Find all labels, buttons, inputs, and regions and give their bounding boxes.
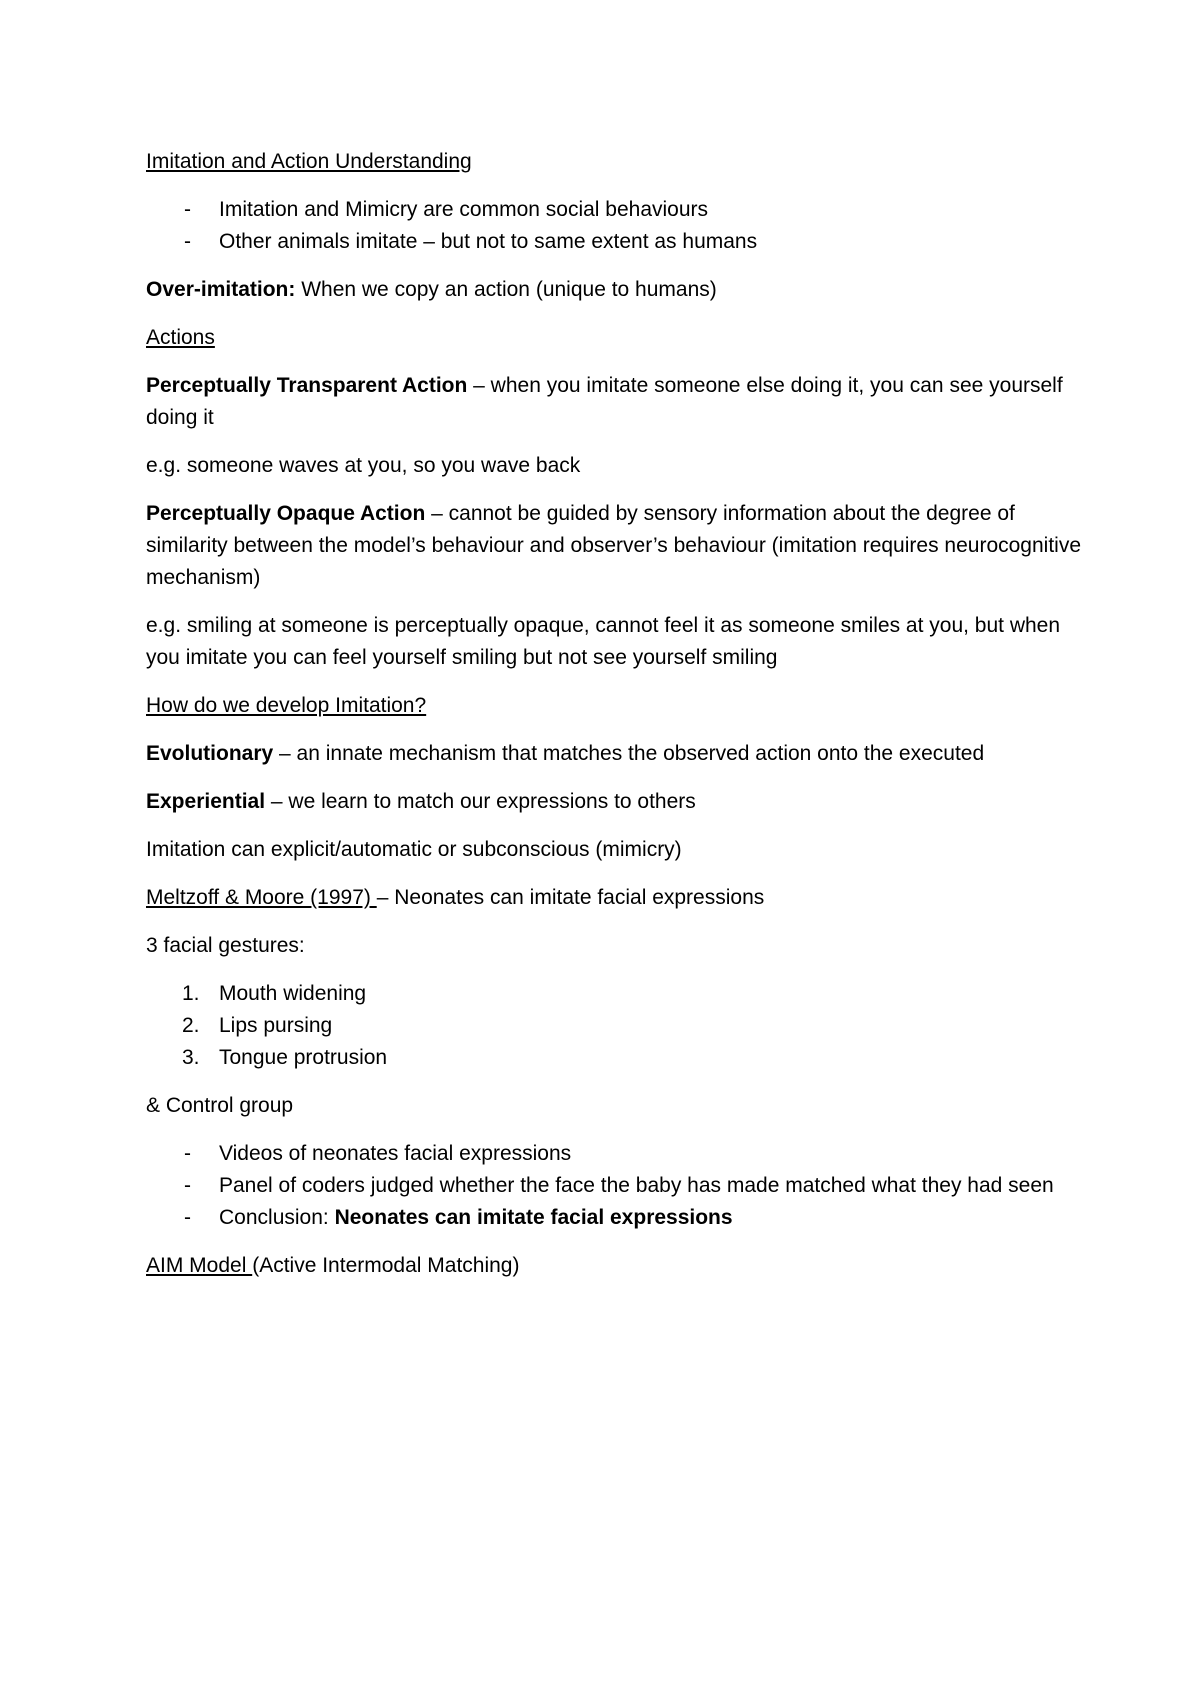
definition-term: Experiential	[146, 790, 266, 813]
dash-marker: -	[184, 198, 191, 221]
develop-heading	[146, 690, 1086, 722]
definition-text: – we learn to match our expressions to others	[265, 790, 696, 813]
dash-marker: -	[184, 1206, 191, 1229]
list-item	[146, 1010, 1086, 1042]
gestures-list	[146, 978, 1086, 1074]
heading-text: How do we develop Imitation?	[146, 694, 427, 717]
dash-marker: -	[184, 1174, 191, 1197]
gestures-label: 3 facial gestures:	[146, 934, 305, 957]
heading-text: Actions	[146, 326, 215, 349]
list-item-text: Videos of neonates facial expressions	[219, 1142, 572, 1165]
aim-model-term: AIM Model	[146, 1254, 253, 1277]
control-group-label: & Control group	[146, 1094, 294, 1117]
list-item	[146, 194, 1086, 226]
conclusion-label: Conclusion:	[219, 1206, 335, 1229]
over-imitation-definition	[146, 274, 1086, 306]
document-body	[146, 146, 1086, 1298]
list-item-text: Mouth widening	[219, 982, 367, 1005]
imitation-types: Imitation can explicit/automatic or subconscious (mimicry)	[146, 838, 682, 861]
aim-model-heading	[146, 1250, 1086, 1282]
title-text: Imitation and Action Understanding	[146, 150, 472, 173]
number-marker: 1.	[182, 982, 200, 1005]
list-item-text: Panel of coders judged whether the face the baby has made matched what they had seen	[219, 1174, 1054, 1197]
opaque-action-definition	[146, 498, 1086, 594]
list-item	[146, 978, 1086, 1010]
actions-heading	[146, 322, 1086, 354]
definition-text: When we copy an action (unique to humans)	[295, 278, 717, 301]
number-marker: 3.	[182, 1046, 200, 1069]
reference-citation: Meltzoff & Moore (1997)	[146, 886, 377, 909]
dash-marker: -	[184, 230, 191, 253]
document-title	[146, 146, 1086, 178]
dash-marker: -	[184, 1142, 191, 1165]
definition-term: Over-imitation:	[146, 278, 296, 301]
list-item	[146, 1138, 1086, 1170]
list-item	[146, 1042, 1086, 1074]
list-item	[146, 1170, 1086, 1202]
list-item	[146, 1202, 1086, 1234]
opaque-example: e.g. smiling at someone is perceptually opaque, cannot feel it as someone smiles at you, but when you imitate you can feel yourself smiling but not see yourself smiling	[146, 614, 1061, 669]
conclusion-text: Neonates can imitate facial expressions	[334, 1206, 733, 1229]
experiential-definition	[146, 786, 1086, 818]
evolutionary-definition	[146, 738, 1086, 770]
definition-text: – cannot be guided by sensory information about the degree of similarity between the model’s behaviour and observer’s behaviour (imitation requires neurocognitive mechanism)	[146, 502, 1082, 589]
definition-term: Evolutionary	[146, 742, 274, 765]
definition-text: – an innate mechanism that matches the observed action onto the executed	[273, 742, 985, 765]
aim-model-text: (Active Intermodal Matching)	[252, 1254, 520, 1277]
list-item	[146, 226, 1086, 258]
definition-term: Perceptually Transparent Action	[146, 374, 468, 397]
study-bullet-list	[146, 1138, 1086, 1234]
number-marker: 2.	[182, 1014, 200, 1037]
meltzoff-reference	[146, 882, 1086, 914]
list-item-text: Tongue protrusion	[219, 1046, 388, 1069]
definition-term: Perceptually Opaque Action	[146, 502, 426, 525]
list-item-text: Other animals imitate – but not to same extent as humans	[219, 230, 758, 253]
intro-bullet-list	[146, 194, 1086, 258]
transparent-example: e.g. someone waves at you, so you wave back	[146, 454, 581, 477]
list-item-text: Imitation and Mimicry are common social behaviours	[219, 198, 709, 221]
list-item-text: Lips pursing	[219, 1014, 333, 1037]
definition-text: – when you imitate someone else doing it, you can see yourself doing it	[146, 374, 1063, 429]
transparent-action-definition	[146, 370, 1086, 434]
reference-text: – Neonates can imitate facial expressions	[376, 886, 765, 909]
